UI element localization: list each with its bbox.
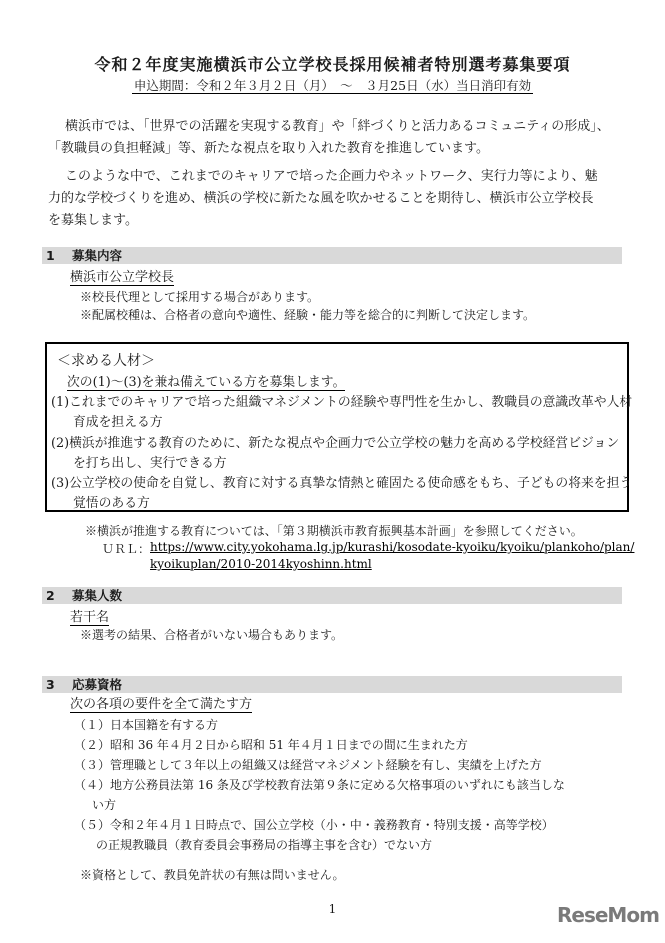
position-text: 横浜市公立学校長 bbox=[70, 270, 175, 285]
plan-url-link[interactable]: https://www.city.yokohama.lg.jp/kurashi/kosodate-kyoiku/kyoiku/plankoho/plan/ bbox=[150, 540, 635, 554]
eligibility-lead-text: 次の各項の要件を全て満たす方 bbox=[70, 697, 253, 712]
url-label: ＵＲＬ： bbox=[102, 542, 151, 556]
box-line: 覚悟のある方 bbox=[73, 496, 150, 511]
box-line: を打ち出し、実行できる方 bbox=[73, 456, 227, 471]
eligibility-item: （４）地方公務員法第 16 条及び学校教育法第９条に定める欠格事項のいずれにも該当しな bbox=[74, 778, 565, 792]
plan-url-link-continued[interactable]: kyoikuplan/2010-2014kyoshinn.html bbox=[150, 557, 372, 571]
box-line: 育成を担える方 bbox=[73, 415, 163, 430]
resemom-logo: ReseMom bbox=[557, 903, 659, 927]
section-number: 3 bbox=[46, 677, 55, 692]
box-line: (1)これまでのキャリアで培った組織マネジメントの経験や専門性を生かし、教職員の意識改革や人材 bbox=[51, 395, 633, 410]
box-lead bbox=[67, 371, 345, 390]
intro-line: 「教職員の負担軽減」等、新たな視点を取り入れた教育を推進しています。 bbox=[48, 141, 489, 156]
period-text: 申込期間：令和２年３月２日（月） ～ ３月25日（水）当日消印有効 bbox=[133, 78, 532, 93]
eligibility-item: い方 bbox=[92, 798, 117, 812]
section-number: 2 bbox=[46, 588, 55, 603]
section-title: 募集人数 bbox=[72, 588, 123, 603]
intro-line: このような中で、これまでのキャリアで培った企画力やネットワーク、実行力等により、魅 bbox=[52, 169, 598, 184]
box-line: (2)横浜が推進する教育のために、新たな視点や企画力で公立学校の魅力を高める学校経営ビジョン bbox=[51, 436, 620, 451]
eligibility-item: の正規教職員（教育委員会事務局の指導主事を含む）でない方 bbox=[96, 838, 433, 852]
section-header-2 bbox=[42, 587, 622, 604]
page-number: 1 bbox=[328, 902, 337, 916]
reference-note: ※横浜が推進する教育については、「第３期横浜市教育振興基本計画」を参照してください。 bbox=[85, 524, 583, 538]
application-period bbox=[0, 76, 665, 94]
intro-line: 横浜市では、「世界での活躍を実現する教育」や「絆づくりと活力あるコミュニティの形成」、 bbox=[52, 119, 610, 134]
position-title bbox=[70, 267, 174, 289]
note: ※選考の結果、合格者がいない場合もあります。 bbox=[80, 628, 344, 642]
desired-candidate-box bbox=[45, 342, 633, 512]
eligibility-item: （５）令和２年４月１日時点で、国公立学校（小・中・義務教育・特別支援・高等学校） bbox=[74, 818, 554, 832]
eligibility-item: （３）管理職として３年以上の組織又は経営マネジメント経験を有し、実績を上げた方 bbox=[74, 758, 542, 772]
box-heading: ＜求める人材＞ bbox=[57, 353, 155, 369]
eligibility-item: （１）日本国籍を有する方 bbox=[74, 718, 219, 732]
intro-line: を募集します。 bbox=[48, 213, 138, 228]
section-number: 1 bbox=[46, 248, 55, 263]
box-lead-text: 次の(1)～(3)を兼ね備えている方を募集します。 bbox=[67, 375, 346, 390]
section-header-1 bbox=[42, 247, 622, 264]
section-title: 募集内容 bbox=[72, 248, 123, 263]
recruit-count-text: 若干名 bbox=[70, 610, 110, 625]
document-title: 令和２年度実施横浜市公立学校長採用候補者特別選考募集要項 bbox=[94, 55, 571, 74]
section-header-3 bbox=[42, 676, 622, 693]
eligibility-item: （２）昭和 36 年４月２日から昭和 51 年４月１日までの間に生まれた方 bbox=[74, 738, 468, 752]
eligibility-lead bbox=[70, 694, 252, 716]
note: ※資格として、教員免許状の有無は問いません。 bbox=[80, 868, 345, 882]
note: ※配属校種は、合格者の意向や適性、経験・能力等を総合的に判断して決定します。 bbox=[80, 308, 536, 322]
intro-line: 力的な学校づくりを進め、横浜の学校に新たな風を吹かせることを期待し、横浜市公立学校長 bbox=[48, 191, 594, 206]
box-line: (3)公立学校の使命を自覚し、教育に対する真摯な情熱と確固たる使命感をもち、子どもの将来を担う bbox=[51, 476, 633, 491]
note: ※校長代理として採用する場合があります。 bbox=[80, 290, 320, 304]
section-title: 応募資格 bbox=[72, 677, 123, 692]
